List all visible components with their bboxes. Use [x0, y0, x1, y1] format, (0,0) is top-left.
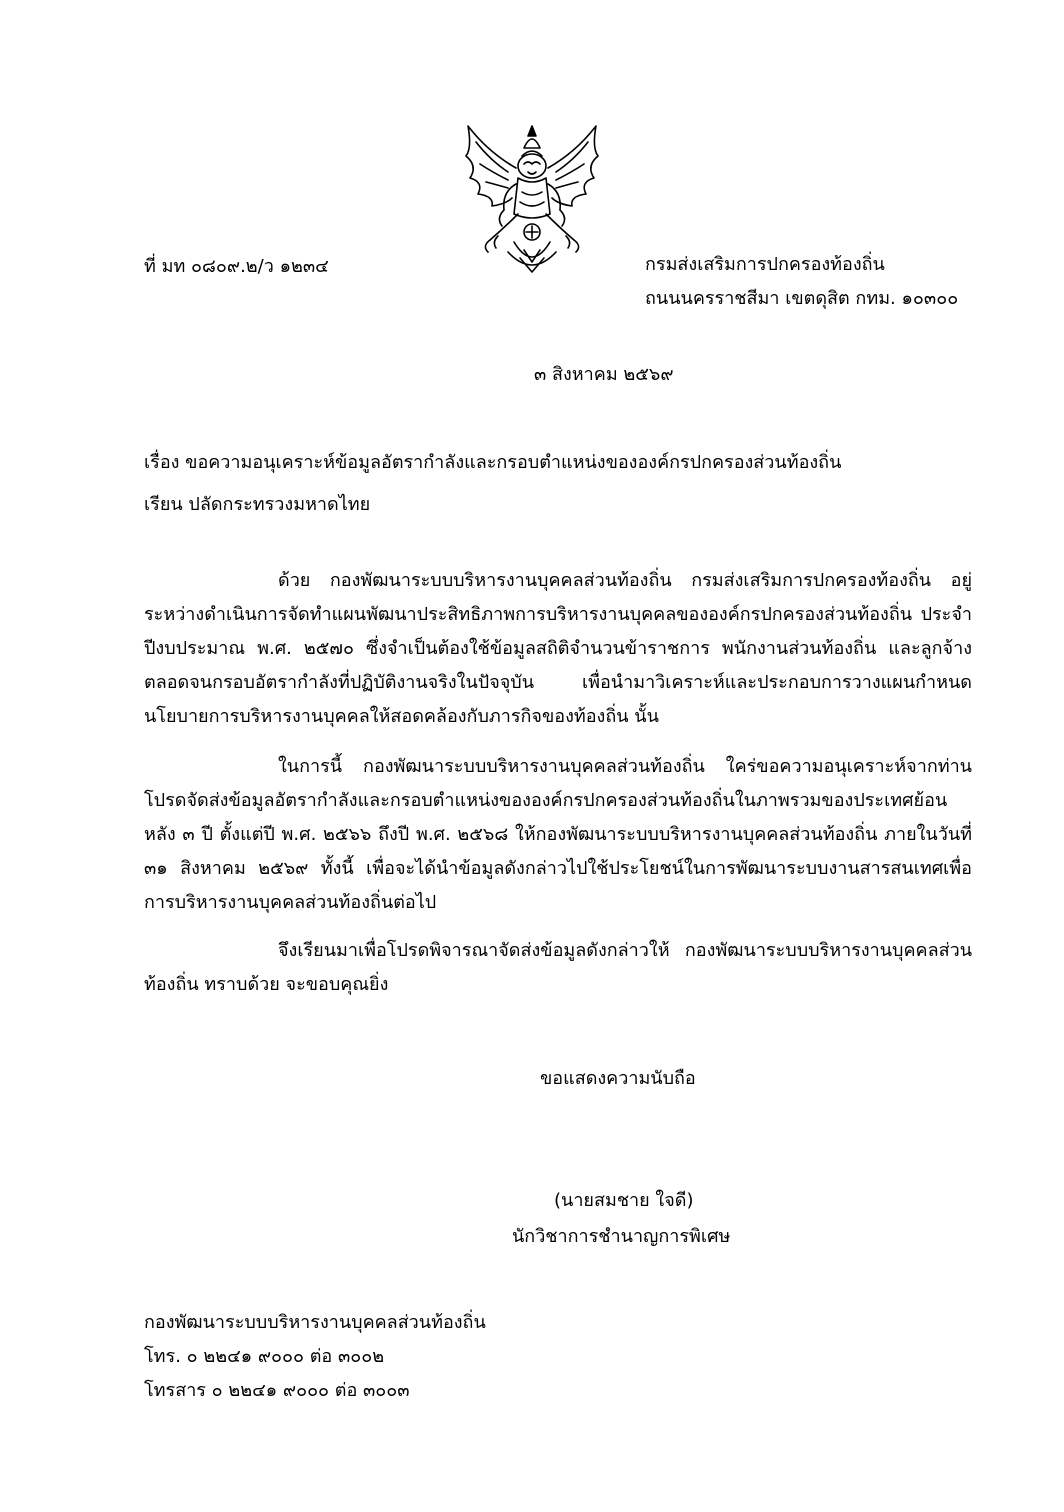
- agency-address: ถนนนครราชสีมา เขตดุสิต กทม. ๑๐๓๐๐: [645, 288, 959, 309]
- footer-fax: โทรสาร ๐ ๒๒๔๑ ๙๐๐๐ ต่อ ๓๐๐๓: [144, 1380, 410, 1401]
- closing-phrase: ขอแสดงความนับถือ: [540, 1068, 696, 1089]
- letter-subject: เรื่อง ขอความอนุเคราะห์ข้อมูลอัตรากำลังและกรอบตำแหน่งขององค์กรปกครองส่วนท้องถิ่น: [144, 452, 842, 473]
- body-paragraph-1: ด้วย กองพัฒนาระบบบริหารงานบุคคลส่วนท้องถิ่น กรมส่งเสริมการปกครองท้องถิ่น อยู่ระหว่างดำเนินการจัดทำแผนพัฒนาประสิทธิภาพการบริหารงานบุคคลขององค์กรปกครองส่วนท้องถิ่น ประจำปีงบประมาณ พ.ศ. ๒๕๗๐ ซึ่งจำเป็นต้องใช้ข้อมูลสถิติจำนวนข้าราชการ พนักงานส่วนท้องถิ่น และลูกจ้าง ตลอดจนกรอบอัตรากำลังที่ปฏิบัติงานจริงในปัจจุบัน เพื่อนำมาวิเคราะห์และประกอบการวางแผนกำหนดนโยบายการบริหารงานบุคคลให้สอดคล้องกับภารกิจของท้องถิ่น นั้น: [144, 570, 972, 727]
- signer-name: (นายสมชาย ใจดี): [554, 1190, 694, 1211]
- signer-title: นักวิชาการชำนาญการพิเศษ: [512, 1226, 731, 1247]
- letter-recipient: เรียน ปลัดกระทรวงมหาดไทย: [144, 494, 371, 515]
- garuda-emblem-icon: [458, 122, 606, 278]
- agency-name: กรมส่งเสริมการปกครองท้องถิ่น: [645, 254, 885, 275]
- footer-phone: โทร. ๐ ๒๒๔๑ ๙๐๐๐ ต่อ ๓๐๐๒: [144, 1346, 385, 1367]
- letter-date: ๓ สิงหาคม ๒๕๖๙: [534, 364, 674, 385]
- body-paragraph-3: จึงเรียนมาเพื่อโปรดพิจารณาจัดส่งข้อมูลดังกล่าวให้ กองพัฒนาระบบบริหารงานบุคคลส่วนท้องถิ่น ทราบด้วย จะขอบคุณยิ่ง: [144, 940, 972, 995]
- footer-division: กองพัฒนาระบบบริหารงานบุคคลส่วนท้องถิ่น: [144, 1312, 486, 1333]
- body-paragraph-2: ในการนี้ กองพัฒนาระบบบริหารงานบุคคลส่วนท้องถิ่น ใคร่ขอความอนุเคราะห์จากท่านโปรดจัดส่งข้อมูลอัตรากำลังและกรอบตำแหน่งขององค์กรปกครองส่วนท้องถิ่นในภาพรวมของประเทศย้อนหลัง ๓ ปี ตั้งแต่ปี พ.ศ. ๒๕๖๖ ถึงปี พ.ศ. ๒๕๖๘ ให้กองพัฒนาระบบบริหารงานบุคคลส่วนท้องถิ่น ภายในวันที่ ๓๑ สิงหาคม ๒๕๖๙ ทั้งนี้ เพื่อจะได้นำข้อมูลดังกล่าวไปใช้ประโยชน์ในการพัฒนาระบบงานสารสนเทศเพื่อการบริหารงานบุคคลส่วนท้องถิ่นต่อไป: [144, 756, 972, 913]
- reference-number: ที่ มท ๐๘๐๙.๒/ว ๑๒๓๔: [144, 256, 329, 277]
